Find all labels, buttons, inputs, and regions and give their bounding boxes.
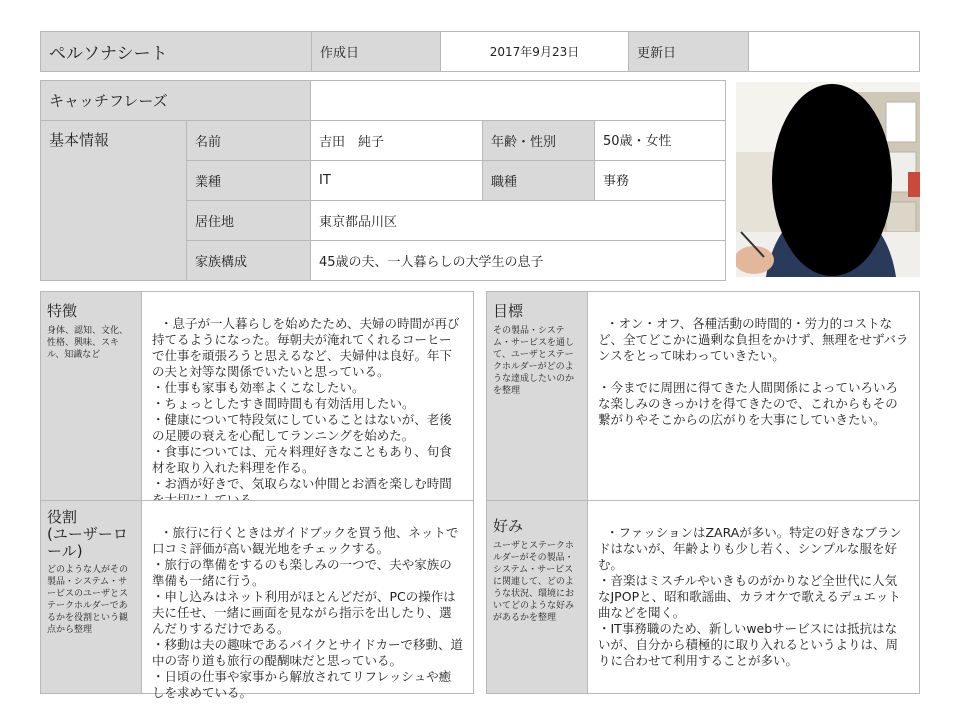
age-label-cell: [482, 120, 595, 161]
job-value: 事務: [603, 174, 630, 189]
preferences-label-cell: [486, 500, 588, 694]
role-label-cell: [40, 500, 142, 694]
persona-photo: [736, 82, 920, 277]
sheet-title-cell: [40, 31, 312, 72]
job-value-cell: [594, 160, 726, 201]
industry-label-cell: [186, 160, 311, 201]
features-text: ・息子が一人暮らしを始めたため、夫婦の時間が再び持てるようになった。毎朝夫が淹れてくれるコーヒーで仕事を頑張ろうと思えるなど、夫婦仲は良好。年下の夫と対等な関係でいたいと思っている。 ・仕事も家事も効率よくこなしたい。 ・ちょっとしたすき間時間も有効活用したい。 ・健康について特段気にしていることはないが、老後の足腰の衰えを心配してランニングを始めた。 ・食事については、元々料理好きなこともあり、旬食材を取り入れた料理を作る。 ・お酒が好きで、気取らない仲間とお酒を楽しむ時間: [152, 316, 460, 491]
age-label: 年齢・性別: [491, 135, 557, 150]
industry-value: IT: [319, 173, 331, 188]
catchphrase-label-cell: [40, 80, 311, 121]
residence-label-cell: [186, 200, 311, 241]
goals-subtitle: その製品・システム・サービスを通して、ユーザとステークホルダーがどのような達成したいのかを整理: [493, 326, 575, 396]
industry-label: 業種: [195, 175, 222, 190]
family-value-cell: [310, 240, 726, 281]
catchphrase-label: キャッチフレーズ: [49, 92, 168, 110]
name-label: 名前: [195, 135, 222, 150]
created-label-cell: [311, 31, 441, 72]
goals-label-cell: [486, 291, 588, 501]
created-value-cell: [440, 31, 629, 72]
family-label-cell: [186, 240, 311, 281]
created-label: 作成日: [320, 46, 360, 61]
family-value: 45歳の夫、一人暮らしの大学生の息子: [319, 255, 544, 270]
catchphrase-value-cell: [310, 80, 726, 121]
role-subtitle: どのような人がその製品・システム・サービスのユーザとステークホルダーであるかを役割という観点から整理: [47, 565, 129, 635]
goals-label: 目標: [493, 302, 524, 320]
goals-text-cell: [587, 291, 920, 501]
sheet-title: ペルソナシート: [49, 44, 168, 64]
features-label: 特徴: [47, 302, 78, 320]
name-value-cell: [310, 120, 483, 161]
residence-label: 居住地: [195, 215, 235, 230]
name-value: 吉田 純子: [319, 135, 385, 150]
age-value: 50歳・女性: [603, 134, 672, 149]
age-value-cell: [594, 120, 726, 161]
preferences-subtitle: ユーザとステークホルダーがその製品・システム・サービスに関連して、どのような状況、環境においてどのような好みがあるかを整理: [493, 541, 575, 623]
name-label-cell: [186, 120, 311, 161]
residence-value-cell: [310, 200, 726, 241]
features-label-cell: [40, 291, 142, 501]
basic-info-label: 基本情報: [49, 131, 110, 149]
features-subtitle: 身体、認知、文化、性格、興味、スキル、知識など: [47, 326, 129, 360]
updated-label: 更新日: [637, 46, 677, 61]
preferences-label: 好み: [493, 517, 524, 535]
job-label: 職種: [491, 175, 518, 190]
preferences-text-cell: [587, 500, 920, 694]
preferences-text: ・ファッションはZARAが多い。特定の好きなブランドはないが、年齢よりも少し若く、シンプルな服を好む。 ・音楽はミスチルやいきものがかりなど全世代に人気なJPOPと、昭和歌謡曲、カラオケで歌えるデュエット曲などを聞く。 ・IT事務職のため、新しいwebサービスには抵抗はないが、自分から積極的に取り入れるというよりは、周りに合わせて利用することが多い。: [598, 525, 902, 668]
features-text-cell: [141, 291, 474, 501]
role-label: 役割 (ユーザーロール): [47, 508, 128, 560]
role-text: ・旅行に行くときはガイドブックを買う他、ネットで口コミ評価が高い観光地をチェックする。 ・旅行の準備をするのも楽しみの一つで、夫や家族の準備も一緒に行う。 ・申し込みはネット利用がほとんどだが、PCの操作は夫に任せ、一緒に画面を見ながら指示を出したり、選んだりするだけである。 ・移動は夫の趣味であるバイクとサイドカーで移動、道中の寄り道も旅行の醍醐味だと思っている。 ・日頃の仕事や家事から解放されてリフレッシュや癒しを求めている。: [152, 525, 464, 700]
created-value: 2017年9月23日: [489, 45, 580, 59]
updated-value-cell: [748, 31, 920, 72]
goals-text: ・オン・オフ、各種活動の時間的・労力的コストなど、全てどこかに過剰な負担をかけず、無理をせずバランスをとって味わっていきたい。 ・今までに周囲に得てきた人間関係によっていろいろな楽しみのきっかけを得てきたので、これからもその繋がりやそこからの広がりを大事にしていきたい。: [598, 316, 909, 427]
family-label: 家族構成: [195, 255, 248, 270]
person-photo-icon: [736, 82, 920, 277]
industry-value-cell: [310, 160, 483, 201]
basic-info-label-cell: [40, 120, 187, 281]
residence-value: 東京都品川区: [319, 215, 398, 230]
updated-label-cell: [628, 31, 749, 72]
role-text-cell: [141, 500, 474, 700]
job-label-cell: [482, 160, 595, 201]
